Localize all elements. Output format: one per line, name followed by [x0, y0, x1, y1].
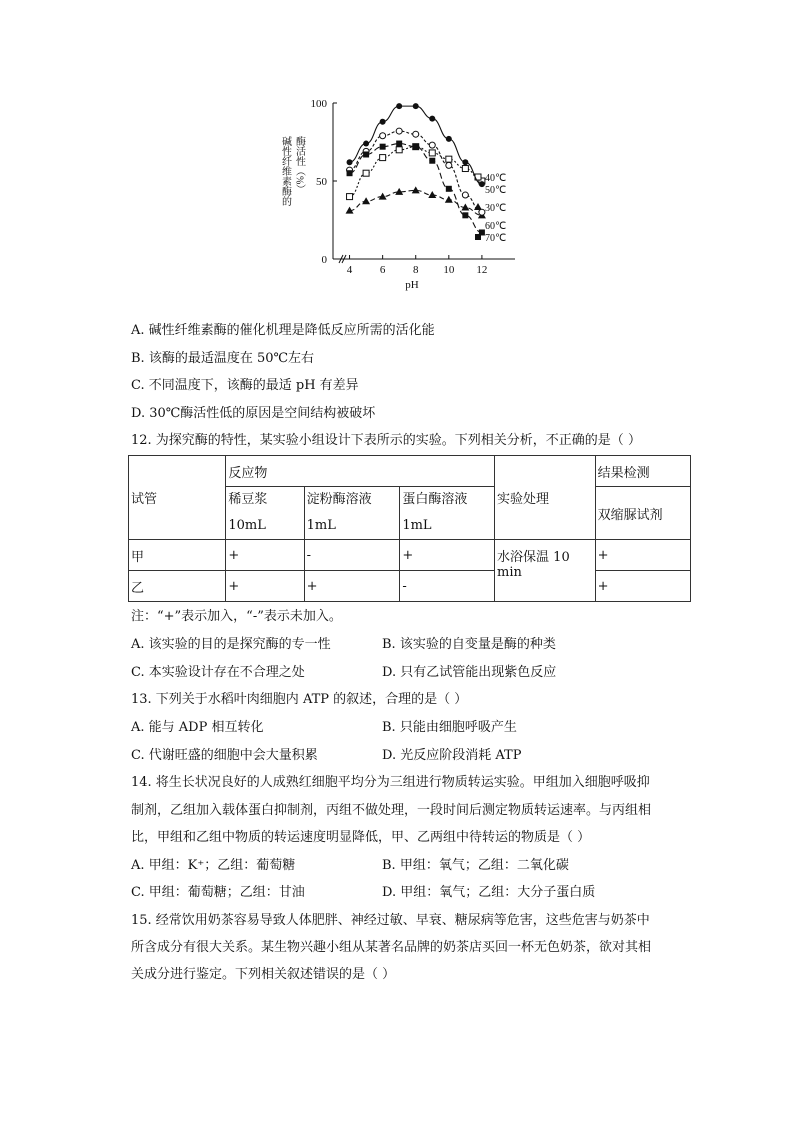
experiment-table	[128, 455, 691, 602]
q11-option-a: A. 碱性纤维素酶的催化机理是降低反应所需的活化能	[131, 323, 435, 338]
q13-option-d: D. 光反应阶段消耗 ATP	[382, 748, 522, 763]
data-point	[412, 186, 420, 193]
q13-option-b: B. 只能由细胞呼吸产生	[382, 720, 517, 735]
q14-option-b: B. 甲组：氧气；乙组：二氧化碳	[382, 858, 569, 873]
data-point	[446, 186, 452, 192]
q12-note: 注：“+”表示加入，“-”表示未加入。	[131, 609, 342, 624]
q13-option-a: A. 能与 ADP 相互转化	[131, 720, 264, 735]
header-tube: 试管	[129, 456, 226, 540]
cell-tube: 乙	[129, 571, 226, 602]
chart-series	[346, 103, 507, 244]
data-point	[396, 141, 402, 147]
data-point	[363, 151, 369, 157]
q14-stem-line-2: 制剂，乙组加入载体蛋白抑制剂，丙组不做处理，一段时间后测定物质转运速率。与丙组相	[131, 803, 652, 818]
data-point	[363, 170, 369, 176]
legend-marker	[475, 234, 481, 240]
table-row	[129, 540, 691, 571]
cell-reactant-2: +	[304, 571, 400, 602]
q12-option-c: C. 本实验设计存在不合理之处	[131, 665, 305, 680]
table-row	[129, 571, 691, 602]
legend-label: 30℃	[485, 203, 507, 214]
header-reactant-1	[226, 487, 304, 540]
cell-reactant-3: -	[400, 571, 495, 602]
data-point	[413, 144, 419, 150]
data-point	[396, 147, 402, 153]
data-point	[429, 150, 435, 156]
data-point	[428, 191, 436, 198]
cell-reactant-1: +	[226, 571, 304, 602]
data-point	[462, 159, 468, 165]
legend-label: 70℃	[485, 233, 507, 244]
data-point	[380, 119, 386, 125]
q13-option-c: C. 代谢旺盛的细胞中会大量积累	[131, 748, 318, 763]
y-axis-label: 酶活性（%）	[293, 136, 305, 195]
data-point	[396, 103, 402, 109]
data-point	[446, 162, 452, 168]
data-point	[446, 136, 452, 142]
x-tick-label: 4	[346, 264, 353, 276]
q14-option-d: D. 甲组：氧气；乙组：大分子蛋白质	[382, 885, 596, 900]
header-reactant-2-name: 淀粉酶溶液	[306, 492, 372, 507]
data-point	[462, 166, 468, 172]
cell-tube: 甲	[129, 540, 226, 571]
data-point	[429, 142, 435, 148]
header-processing: 实验处理	[495, 456, 596, 540]
q12-option-d: D. 只有乙试管能出现紫色反应	[382, 665, 557, 680]
q15-stem-line-2: 所含成分有很大关系。某生物兴趣小组从某著名品牌的奶茶店买回一杯无色奶茶，欲对其相	[131, 940, 652, 955]
q12-stem: 12. 为探究酶的特性，某实验小组设计下表所示的实验。下列相关分析，不正确的是（ ）	[131, 433, 641, 448]
q12-option-a: A. 该实验的目的是探究酶的专一性	[131, 637, 331, 652]
legend-label: 40℃	[485, 173, 507, 184]
header-reactant-3-volume: 1mL	[402, 518, 432, 533]
y-tick-label: 50	[316, 176, 327, 188]
q14-option-a: A. 甲组：K⁺；乙组：葡萄糖	[131, 858, 296, 873]
data-point	[379, 193, 387, 200]
header-reactant-3	[400, 487, 495, 540]
header-reactants: 反应物	[226, 456, 495, 487]
y-tick-label: 100	[310, 98, 327, 110]
data-point	[413, 103, 419, 109]
enzyme-activity-chart	[275, 92, 540, 297]
header-reactant-3-name: 蛋白酶溶液	[402, 492, 468, 507]
x-tick-label: 8	[412, 264, 419, 276]
y-axis-label: 碱性纤维素酶的	[279, 136, 291, 206]
data-point	[413, 131, 419, 137]
legend-label: 50℃	[485, 185, 507, 196]
q11-option-b: B. 该酶的最适温度在 50℃左右	[131, 351, 315, 366]
cell-result: +	[595, 540, 690, 571]
data-point	[347, 170, 353, 176]
q15-stem-line-3: 关成分进行鉴定。下列相关叙述错误的是（ ）	[131, 967, 396, 982]
q13-stem: 13. 下列关于水稻叶肉细胞内 ATP 的叙述，合理的是（ ）	[131, 692, 468, 707]
x-tick-label: 10	[443, 264, 455, 276]
data-point	[462, 192, 468, 198]
x-tick-label: 6	[379, 264, 386, 276]
q11-option-d: D. 30℃酶活性低的原因是空间结构被破坏	[131, 406, 376, 421]
data-point	[479, 209, 485, 215]
cell-reactant-1: +	[226, 540, 304, 571]
cell-result: +	[595, 571, 690, 602]
data-point	[347, 194, 353, 200]
data-point	[445, 196, 453, 203]
header-reactant-1-name: 稀豆浆	[228, 492, 268, 507]
data-point	[380, 155, 386, 161]
data-point	[479, 181, 485, 187]
q12-option-b: B. 该实验的自变量是酶的种类	[382, 637, 556, 652]
legend-label: 60℃	[485, 221, 507, 232]
chart-ticks	[311, 98, 488, 276]
cell-processing: 水浴保温 10 min	[495, 540, 596, 602]
header-reagent: 双缩脲试剂	[595, 487, 690, 540]
data-point	[380, 144, 386, 150]
data-point	[429, 158, 435, 164]
data-point	[362, 197, 370, 204]
y-tick-label: 0	[321, 254, 327, 266]
header-result: 结果检测	[595, 456, 690, 487]
x-tick-label: 12	[476, 264, 488, 276]
q14-stem-line-1: 14. 将生长状况良好的人成熟红细胞平均分为三组进行物质转运实验。甲组加入细胞呼吸抑	[131, 775, 650, 790]
header-reactant-1-volume: 10mL	[228, 518, 266, 533]
x-axis-label: pH	[405, 279, 419, 291]
header-reactant-2	[304, 487, 400, 540]
cell-reactant-2: -	[304, 540, 400, 571]
data-point	[363, 141, 369, 147]
data-point	[462, 212, 468, 218]
q15-stem-line-1: 15. 经常饮用奶茶容易导致人体肥胖、神经过敏、早衰、糖尿病等危害，这些危害与奶茶中	[131, 913, 650, 928]
data-point	[347, 159, 353, 165]
data-point	[396, 128, 402, 134]
header-reactant-2-volume: 1mL	[306, 518, 336, 533]
data-point	[429, 116, 435, 122]
q14-option-c: C. 甲组：葡萄糖；乙组：甘油	[131, 885, 305, 900]
cell-reactant-3: +	[400, 540, 495, 571]
data-point	[380, 133, 386, 139]
q11-option-c: C. 不同温度下，该酶的最适 pH 有差异	[131, 378, 359, 393]
q14-stem-line-3: 比，甲组和乙组中物质的转运速度明显降低，甲、乙两组中待转运的物质是（ ）	[131, 830, 591, 845]
data-point	[446, 156, 452, 162]
